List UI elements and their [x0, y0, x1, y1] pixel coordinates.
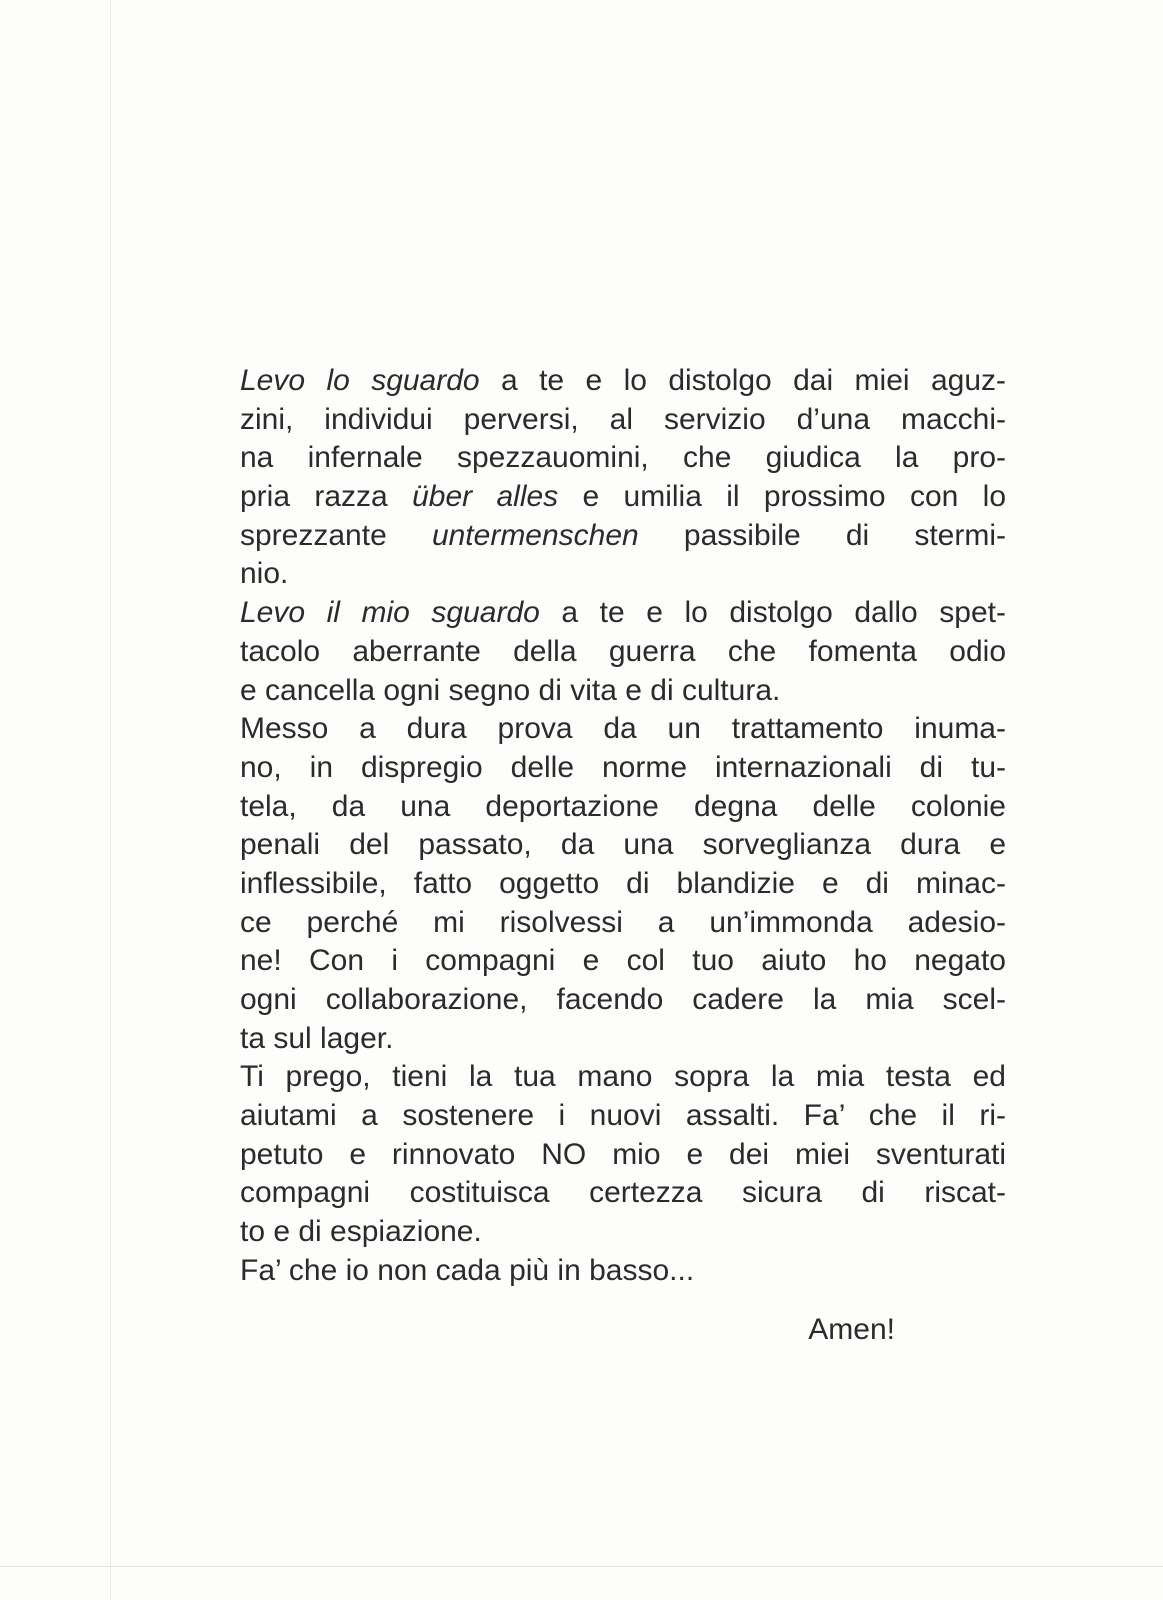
text-segment: Ti prego, tieni la tua mano sopra la mia testa ed — [240, 1060, 1006, 1094]
text-segment: compagni costituisca certezza sicura di riscat- — [240, 1176, 1006, 1210]
page-edge-bottom — [0, 1566, 1163, 1567]
text-segment: no, in dispregio delle norme internazionali di tu- — [240, 750, 1006, 784]
italic-phrase: Levo il mio sguardo — [240, 596, 540, 630]
text-line — [240, 904, 1006, 943]
text-segment: Messo a dura prova da un trattamento inuma- — [240, 712, 1006, 746]
text-line — [240, 1136, 1006, 1175]
text-line — [240, 981, 1006, 1020]
paragraph — [240, 362, 1006, 594]
text-segment: tela, da una deportazione degna delle colonie — [240, 789, 1006, 823]
text-line — [240, 594, 1006, 633]
text-line — [240, 1213, 1006, 1252]
text-line — [240, 826, 1006, 865]
text-segment: passibile di stermi- — [638, 518, 1006, 552]
text-line — [240, 788, 1006, 827]
paragraph — [240, 1058, 1006, 1251]
text-segment: penali del passato, da una sorveglianza dura e — [240, 828, 1006, 862]
text-line — [240, 633, 1006, 672]
text-line — [240, 517, 1006, 556]
closing-amen: Amen! — [808, 1313, 895, 1346]
text-segment: zini, individui perversi, al servizio d’una macchi- — [240, 402, 1006, 436]
text-line — [240, 362, 1006, 401]
text-line — [240, 672, 1006, 711]
text-segment: e umilia il prossimo con lo — [558, 480, 1006, 514]
text-line — [240, 555, 1006, 594]
text-segment: ogni collaborazione, facendo cadere la mia scel- — [240, 983, 1006, 1016]
text-line — [240, 1020, 1006, 1059]
text-segment: ta sul lager. — [240, 1021, 394, 1055]
text-line — [240, 401, 1006, 440]
text-segment: tacolo aberrante della guerra che fomenta odio — [240, 634, 1006, 668]
text-line — [240, 710, 1006, 749]
text-segment: petuto e rinnovato NO mio e dei miei sventurati — [240, 1137, 1006, 1171]
text-line — [240, 942, 1006, 981]
text-segment: a te e lo distolgo dai miei aguz- — [479, 364, 1006, 397]
italic-phrase: untermenschen — [431, 518, 639, 552]
text-segment: na infernale spezzauomini, che giudica la pro- — [240, 441, 1006, 475]
text-line — [240, 1252, 1006, 1291]
text-segment: inflessibile, fatto oggetto di blandizie e di minac- — [240, 866, 1006, 900]
text-segment: to e di espiazione. — [240, 1215, 482, 1249]
text-line — [240, 439, 1006, 478]
text-line — [240, 1058, 1006, 1097]
paragraph — [240, 594, 1006, 710]
text-segment: nio. — [240, 557, 289, 591]
text-line — [240, 1174, 1006, 1213]
paragraph — [240, 1252, 1006, 1291]
text-segment: sprezzante — [240, 518, 432, 552]
italic-phrase: über alles — [412, 480, 559, 514]
paragraph — [240, 710, 1006, 1058]
text-segment: e cancella ogni segno di vita e di cultura. — [240, 673, 781, 707]
text-segment: ce perché mi risolvessi a un’immonda adesio- — [240, 905, 1006, 939]
text-segment: a te e lo distolgo dallo spet- — [539, 596, 1006, 630]
prayer-text — [240, 362, 1006, 1291]
text-line — [240, 865, 1006, 904]
text-segment: aiutami a sostenere i nuovi assalti. Fa’ che il ri- — [240, 1099, 1006, 1133]
text-segment: Fa’ che io non cada più in basso... — [240, 1253, 695, 1287]
page-edge-left — [110, 0, 111, 1600]
italic-phrase: Levo lo sguardo — [240, 364, 480, 397]
text-line — [240, 749, 1006, 788]
text-segment: ne! Con i compagni e col tuo aiuto ho negato — [240, 944, 1006, 978]
text-line — [240, 478, 1006, 517]
text-segment: pria razza — [240, 480, 413, 514]
text-line — [240, 1097, 1006, 1136]
